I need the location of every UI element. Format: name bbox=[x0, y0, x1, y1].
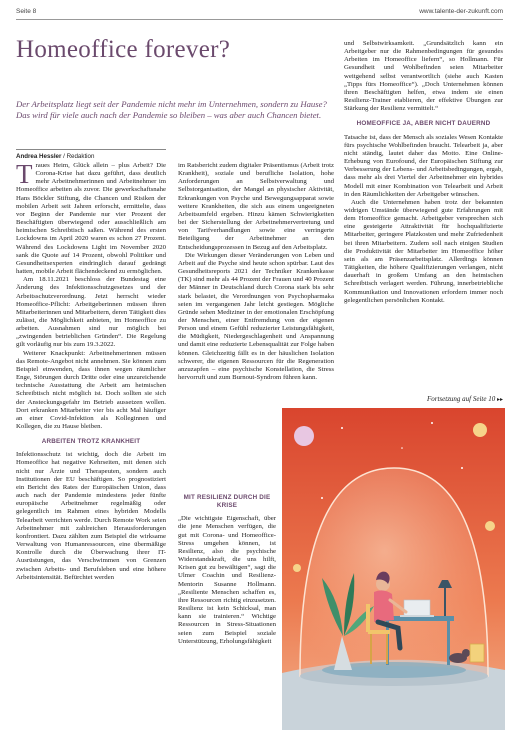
section-subhead: HOMEOFFICE JA, ABER NICHT DAUERND bbox=[356, 120, 491, 128]
article-paragraph: und Selbstwirksamkeit. „Grundsätzlich kann ein Arbeitgeber nur die Rahmenbedingungen für gesundes Arbeiten im Homeoffice liefern“, so Hollmann. Für Gesundheit und Wohlbefinden seien Mitarbeiter weitgehend selbst verantwortlich (siehe auch Kasten „Tipps fürs Homeoffice“). „Doch Unternehmen können ihren Beschäftigten helfen, etwa indem sie einen Resilienz-Trainer etablieren, der effektive Übungen zur Stärkung der Resilienz vermittelt.“ bbox=[344, 40, 503, 113]
woman-working-in-glass-dome-illustration bbox=[282, 408, 505, 730]
planet-shape bbox=[294, 426, 314, 446]
woman-body bbox=[374, 590, 394, 622]
continuation-note[interactable] bbox=[344, 395, 503, 403]
headline: Homeoffice forever? bbox=[16, 36, 231, 63]
article-paragraph: „Die wichtigste Eigenschaft, über die jene Menschen verfügen, die gut mit Corona- und Homeoffice-Stress umgehen können, ist Resilienz, also die psychische Widerstandskraft, die uns hilft, Krisen gut zu bewältigen“, sagt die Ulmer Coachin und Resilienz-Mentorin Susanne Hollmann. „Resiliente Menschen schaffen es, ihre Ressourcen richtig einzusetzen. Resilienz ist kein Schicksal, man kann sie trainieren.“ Wichtige Ressourcen in Stress-Situationen seien zum Beispiel soziale Unterstützung, Erholungsfähigkeit bbox=[178, 515, 276, 645]
picture-frame bbox=[470, 644, 484, 662]
article-column-3 bbox=[344, 40, 503, 392]
illustration-svg bbox=[282, 408, 505, 730]
site-url: www.talente-der-zukunft.com bbox=[419, 8, 503, 15]
chair-leg bbox=[370, 634, 372, 664]
article-column-2-lower bbox=[178, 492, 276, 732]
chair-back bbox=[366, 604, 370, 632]
article-paragraph: Die Wirkungen dieser Veränderungen von Leben und Arbeit auf die Psyche sind heute schon spürbar. Laut des Gesundheitsreports 2021 der Techniker Krankenkasse (TK) sind mehr als 44 Prozent der Frauen und 40 Prozent der Männer in Deutschland durch Corona stark bis sehr stark belastet, die Verordnungen von Psychopharmaka seien im vergangenen Jahr leicht gestiegen. Mögliche Gründe sehen Mediziner in der emotionalen Erschöpfung der Menschen, einer Entfremdung von der eigenen Person und einem Gefühl reduzierter Leistungsfähigkeit, die Müdigkeit, Niedergeschlagenheit und Anspannung und damit eine reduzierte Lebensqualität zur Folge haben können. Gleichzeitig fällt es in der häuslichen Isolation schwerer, die eigenen Ressourcen für die Regeneration anzuzapfen – eine psychische Konstellation, die Stress hervorruft und zum Burnout-Syndrom führen kann. bbox=[178, 251, 334, 382]
article-paragraph: Traues Heim, Glück allein – plus Arbeit? Die Corona-Krise hat dazu geführt, dass deutlich mehr Arbeitnehmerinnen und Arbeitnehmer im Homeoffice arbeiten als zuvor. Die gewerkschaftsnahe Hans Böckler Stiftung, die Chancen und Risiken der mobilen Arbeit seit Jahren erforscht, ermittelte, dass vor Beginn der Pandemie nur vier Prozent der Beschäftigten überwiegend oder ausschließlich am heimischen Schreibtisch saßen. Während des ersten Lockdowns im April 2020 waren es schon 27 Prozent. Während des Lockdowns Light im November 2020 sank die Quote auf 14 Prozent, obwohl Politiker und Gesundheitsexperten eindringlich darauf gedrängt hatten, mobile Arbeit flächendeckend zu ermöglichen. bbox=[16, 162, 166, 276]
lead-paragraph: Der Arbeitsplatz liegt seit der Pandemie nicht mehr im Unternehmen, sondern zu Hause? Das wird für viele auch nach der Pandemie so bleiben – was aber auch Chancen bietet. bbox=[16, 99, 327, 121]
author-name: Andrea Hessler bbox=[16, 153, 62, 160]
article-paragraph: Weiterer Knackpunkt: Arbeitnehmerinnen müssen das Remote-Angebot nicht annehmen. Sie können zum Beispiel einwenden, dass ihnen wegen räumlicher Enge, Störungen durch Dritte oder eine unzureichende technische Ausstattung die Arbeit am heimischen Schreibtisch nicht möglich ist. Doch sollten sie sich der Ansteckungsgefahr im Betrieb aussetzen wollen. Dort erkranken Mitarbeiter vier bis acht Mal häufiger an einer Covid-Infektion als Kolleginnen und Kollegen, die zu Hause bleiben. bbox=[16, 349, 166, 430]
article-paragraph: Infektionsschutz ist wichtig, doch die Arbeit im Homeoffice hat negative Kehrseiten, mit denen sich nicht nur Ärzte und Therapeuten, sondern auch Institutionen der EU beschäftigen. So prognostiziert ein Bericht des Rates der Europäischen Union, dass auch nach der Pandemie mindestens jeder fünfte europäische Arbeitnehmer regelmäßig oder gelegentlich im Rahmen eines hybriden Modells Telearbeit verrichten werde. Durch Remote Work seien Arbeitnehmer mit zahlreichen Herausforderungen konfrontiert. Dazu zählten zum Beispiel die wirksame Verwaltung von Humanressourcen, eine übermäßige Kontrolle durch die Überwachung ihrer IT-Ausrüstungen, das Verschwimmen von Grenzen zwischen Arbeits- und Berufsleben und eine höhere Arbeitsintensität. Befürchtet werden bbox=[16, 451, 166, 581]
article-paragraph: im Ratsbericht zudem digitaler Präsentismus (Arbeit trotz Krankheit), soziale und berufliche Isolation, hohe Anforderungen an Selbstverwaltung und Selbstorganisation, der Mangel an physischer Aktivität, Erkrankungen von Psyche und Bewegungsapparat sowie weitere Krankheiten, die sich aus einem ungeeigneten Arbeitsumfeld ergeben. Hinzu kämen Schwierigkeiten bei der Sicherstellung der Arbeitnehmervertretung und von Tarifverhandlungen sowie eine verringerte Beteiligung der Arbeitnehmer an den Entscheidungsprozessen in Bezug auf den Arbeitsplatz. bbox=[178, 162, 334, 251]
article-column-1 bbox=[16, 162, 166, 732]
author-rule bbox=[16, 149, 166, 150]
double-arrow-icon: ▸▸ bbox=[496, 397, 503, 403]
section-subhead: MIT RESILIENZ DURCH DIE KRISE bbox=[183, 494, 271, 510]
planet-shape bbox=[485, 521, 495, 531]
author-role: / Redaktion bbox=[61, 153, 95, 160]
drop-cap: T bbox=[16, 162, 33, 189]
page-number: Seite 8 bbox=[16, 8, 37, 15]
continuation-label: Fortsetzung auf Seite 10 bbox=[426, 395, 496, 403]
chair-leg bbox=[386, 634, 388, 664]
header-rule bbox=[16, 19, 503, 20]
chair-seat bbox=[368, 630, 390, 634]
article-paragraph: Tatsache ist, dass der Mensch als soziales Wesen Kontakte fürs psychische Wohlbefinden braucht. Telearbeit ja, aber nicht ständig, lautet daher das Motto. Eine Online-Erhebung von Eurofound, der Europäischen Stiftung zur Verbesserung der Lebens- und Arbeitsbedingungen, ergab, dass mehr als drei Viertel der Arbeitnehmer ein hybrides Modell mit einer Kombination von Telearbeit und Arbeit in den Räumlichkeiten der Arbeitgeber wünschen. bbox=[344, 133, 503, 198]
article-paragraph: Am 18.11.2021 beschloss der Bundestag eine Änderung des Infektionsschutzgesetzes und der Arbeitsschutzverordnung. Jetzt herrscht wieder Homeoffice-Pflicht: Arbeitgeberinnen müssen ihren Mitarbeiterinnen und Mitarbeitern, deren Tätigkeit dies zulässt, die Möglichkeit anbieten, im Homeoffice zu arbeiten. Ausnahmen sind nur möglich bei „zwingenden betrieblichen Gründen“. Die Regelung gilt vorläufig nur bis zum 19.3.2022. bbox=[16, 276, 166, 349]
article-paragraph: Auch die Unternehmen haben trotz der bekannten widrigen Umstände überwiegend gute Erfahrungen mit dem Homeoffice gemacht. Arbeitgeber versprechen sich eine gesteigerte Attraktivität für hochqualifizierte Mitarbeiter, geringere Platzkosten und mehr Zufriedenheit bei ihren Mitarbeitern. Zudem soll nach einigen Studien die Produktivität der Mitarbeiter im Homeoffice höher sein als am Präsenzarbeitsplatz. Allerdings können Tätigkeiten, die höhere Qualifizierungen verlangen, nicht dauerhaft in großem Umfang an den heimischen Schreibtisch verlagert werden. Führung, innerbetriebliche Kommunikation und Innovationen erfordern immer noch gelegentlichen persönlichen Kontakt. bbox=[344, 198, 503, 304]
section-subhead: ARBEITEN TROTZ KRANKHEIT bbox=[41, 438, 141, 446]
planet-shape bbox=[473, 423, 487, 437]
cat-head bbox=[462, 649, 470, 657]
lamp-stand bbox=[444, 588, 446, 616]
laptop-screen bbox=[404, 600, 430, 616]
laptop-base bbox=[400, 615, 434, 617]
author-byline bbox=[16, 153, 94, 160]
planet-shape bbox=[293, 564, 301, 572]
